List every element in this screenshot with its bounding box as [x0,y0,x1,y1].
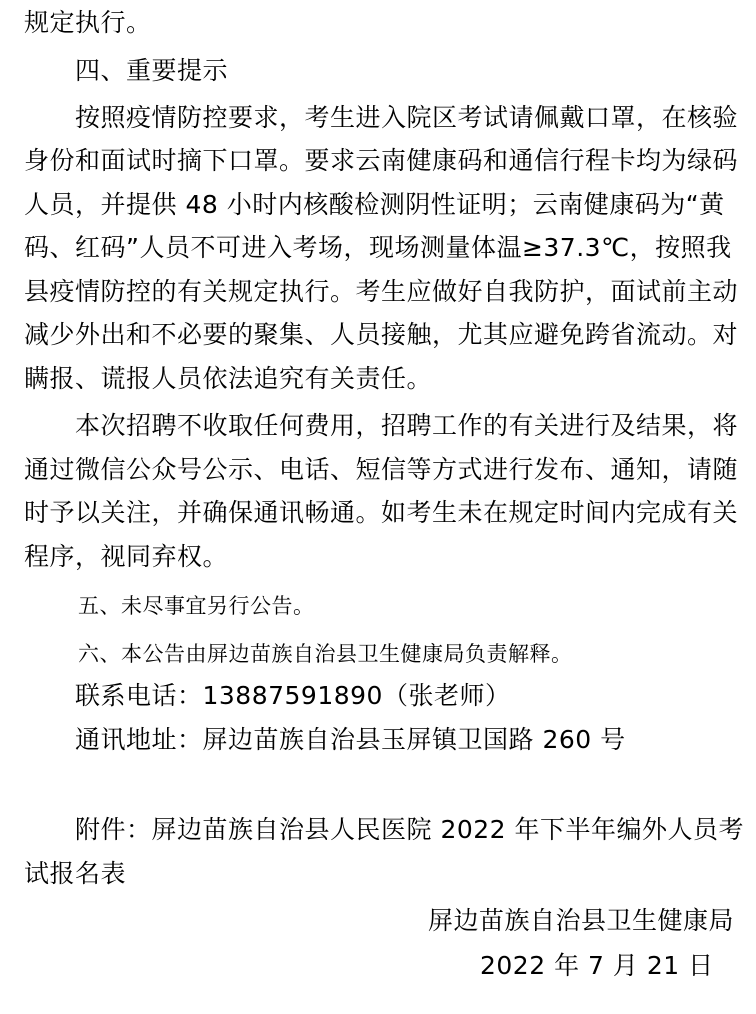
section-heading-other-matters: 五、未尽事宜另行公告。 [78,594,315,618]
text-line: 按照疫情防控要求，考生进入院区考试请佩戴口罩，在核验 [75,103,739,132]
attachment-line: 试报名表 [24,859,127,888]
contact-address: 通讯地址：屏边苗族自治县玉屏镇卫国路 260 号 [75,725,626,754]
text-line: 程序，视同弃权。 [24,542,229,571]
text-line: 码、红码”人员不可进入考场，现场测量体温≥37.3℃，按照我 [24,233,732,262]
text-line: 本次招聘不收取任何费用，招聘工作的有关进行及结果，将 [75,411,739,440]
text-line: 瞒报、谎报人员依法追究有关责任。 [24,364,433,393]
text-line: 通过微信公众号公示、电话、短信等方式进行发布、通知，请随 [24,455,739,484]
text-line: 身份和面试时摘下口罩。要求云南健康码和通信行程卡均为绿码 [24,146,739,175]
signature-date: 2022 年 7 月 21 日 [480,951,714,980]
attachment-line: 附件：屏边苗族自治县人民医院 2022 年下半年编外人员考 [75,815,745,844]
text-line: 减少外出和不必要的聚集、人员接触，尤其应避免跨省流动。对 [24,320,739,349]
text-line: 规定执行。 [24,8,152,37]
section-heading-important-notice: 四、重要提示 [75,56,229,85]
text-line: 时予以关注，并确保通讯畅通。如考生未在规定时间内完成有关 [24,498,739,527]
section-heading-interpretation: 六、本公告由屏边苗族自治县卫生健康局负责解释。 [78,642,573,666]
contact-phone: 联系电话：13887591890（张老师） [75,681,511,710]
signature-organization: 屏边苗族自治县卫生健康局 [428,906,735,935]
text-line: 人员，并提供 48 小时内核酸检测阴性证明；云南健康码为“黄 [24,190,725,219]
text-line: 县疫情防控的有关规定执行。考生应做好自我防护，面试前主动 [24,277,739,306]
